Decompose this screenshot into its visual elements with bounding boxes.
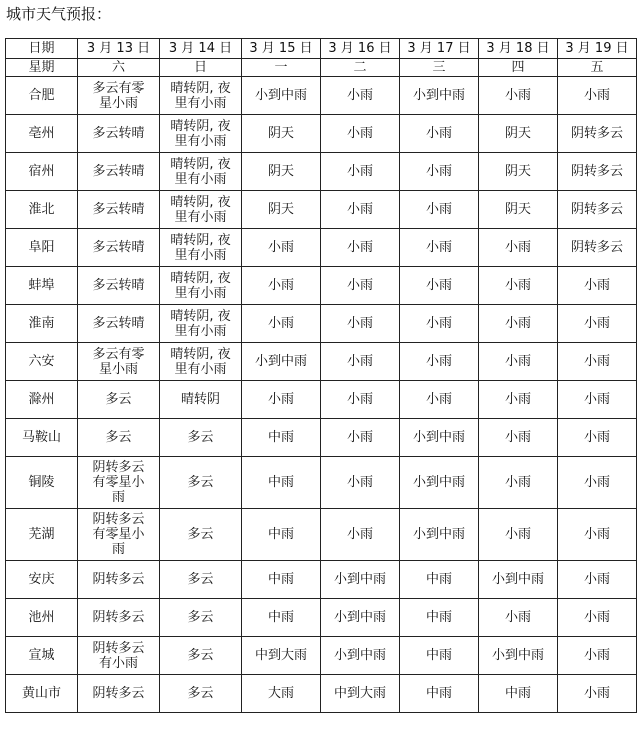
- forecast-cell: 阴转多云 有零星小 雨: [78, 509, 160, 561]
- date-header-row: [6, 39, 637, 59]
- forecast-cell: 大雨: [242, 675, 321, 713]
- forecast-cell: 中雨: [400, 637, 479, 675]
- table-row: [6, 229, 637, 267]
- forecast-cell: 多云: [160, 561, 242, 599]
- city-name: 亳州: [6, 115, 78, 153]
- forecast-cell: 阴转多云: [78, 561, 160, 599]
- city-name: 淮南: [6, 305, 78, 343]
- forecast-cell: 中到大雨: [242, 637, 321, 675]
- forecast-cell: 中雨: [400, 675, 479, 713]
- forecast-cell: 小雨: [321, 509, 400, 561]
- forecast-cell: 中到大雨: [321, 675, 400, 713]
- forecast-cell: 晴转阴, 夜 里有小雨: [160, 153, 242, 191]
- forecast-cell: 多云转晴: [78, 153, 160, 191]
- city-name: 安庆: [6, 561, 78, 599]
- date-cell: 3 月 16 日: [321, 39, 400, 59]
- date-cell: 3 月 14 日: [160, 39, 242, 59]
- forecast-cell: 晴转阴, 夜 里有小雨: [160, 191, 242, 229]
- city-name: 芜湖: [6, 509, 78, 561]
- forecast-cell: 阴天: [242, 153, 321, 191]
- forecast-cell: 多云转晴: [78, 267, 160, 305]
- city-name: 滁州: [6, 381, 78, 419]
- forecast-cell: 小雨: [321, 191, 400, 229]
- forecast-cell: 多云有零 星小雨: [78, 77, 160, 115]
- forecast-cell: 多云: [78, 381, 160, 419]
- table-row: [6, 457, 637, 509]
- forecast-cell: 小雨: [321, 457, 400, 509]
- forecast-cell: 晴转阴, 夜 里有小雨: [160, 77, 242, 115]
- forecast-cell: 小雨: [479, 77, 558, 115]
- forecast-cell: 阴转多云: [558, 115, 637, 153]
- forecast-cell: 小雨: [558, 77, 637, 115]
- table-row: [6, 561, 637, 599]
- forecast-cell: 阴天: [242, 191, 321, 229]
- forecast-cell: 多云: [78, 419, 160, 457]
- forecast-cell: 小到中雨: [400, 77, 479, 115]
- city-name: 蚌埠: [6, 267, 78, 305]
- forecast-cell: 小雨: [400, 191, 479, 229]
- forecast-cell: 阴转多云 有零星小 雨: [78, 457, 160, 509]
- city-name: 宿州: [6, 153, 78, 191]
- forecast-cell: 小雨: [321, 305, 400, 343]
- forecast-cell: 小雨: [242, 267, 321, 305]
- forecast-cell: 小雨: [400, 343, 479, 381]
- date-label: 日期: [6, 39, 78, 59]
- city-name: 合肥: [6, 77, 78, 115]
- forecast-cell: 多云: [160, 509, 242, 561]
- city-name: 池州: [6, 599, 78, 637]
- forecast-cell: 小雨: [242, 305, 321, 343]
- forecast-cell: 小到中雨: [479, 637, 558, 675]
- forecast-cell: 小雨: [400, 115, 479, 153]
- weekday-header-row: [6, 59, 637, 77]
- forecast-cell: 多云: [160, 599, 242, 637]
- forecast-cell: 小雨: [400, 229, 479, 267]
- forecast-cell: 小雨: [479, 229, 558, 267]
- weekday-cell: 三: [400, 59, 479, 77]
- forecast-cell: 小雨: [558, 561, 637, 599]
- forecast-cell: 小雨: [400, 153, 479, 191]
- forecast-cell: 小到中雨: [400, 457, 479, 509]
- forecast-cell: 小雨: [558, 675, 637, 713]
- forecast-cell: 小雨: [242, 381, 321, 419]
- table-row: [6, 153, 637, 191]
- forecast-cell: 小雨: [321, 419, 400, 457]
- table-row: [6, 675, 637, 713]
- forecast-cell: 阴天: [479, 191, 558, 229]
- weekday-cell: 日: [160, 59, 242, 77]
- forecast-cell: 小雨: [558, 267, 637, 305]
- forecast-cell: 小雨: [558, 599, 637, 637]
- forecast-cell: 多云转晴: [78, 115, 160, 153]
- date-cell: 3 月 17 日: [400, 39, 479, 59]
- forecast-cell: 小雨: [558, 419, 637, 457]
- forecast-cell: 小到中雨: [400, 509, 479, 561]
- forecast-cell: 小雨: [479, 509, 558, 561]
- forecast-cell: 小雨: [400, 267, 479, 305]
- forecast-cell: 小雨: [558, 343, 637, 381]
- date-cell: 3 月 13 日: [78, 39, 160, 59]
- forecast-cell: 中雨: [242, 509, 321, 561]
- forecast-cell: 小雨: [321, 381, 400, 419]
- forecast-cell: 中雨: [242, 419, 321, 457]
- city-name: 黄山市: [6, 675, 78, 713]
- forecast-cell: 小到中雨: [400, 419, 479, 457]
- forecast-cell: 小雨: [558, 509, 637, 561]
- forecast-cell: 中雨: [479, 675, 558, 713]
- forecast-cell: 晴转阴, 夜 里有小雨: [160, 115, 242, 153]
- date-cell: 3 月 15 日: [242, 39, 321, 59]
- city-name: 宣城: [6, 637, 78, 675]
- table-row: [6, 637, 637, 675]
- forecast-cell: 阴转多云: [558, 229, 637, 267]
- city-name: 淮北: [6, 191, 78, 229]
- forecast-cell: 小雨: [242, 229, 321, 267]
- forecast-cell: 小雨: [400, 305, 479, 343]
- forecast-cell: 晴转阴, 夜 里有小雨: [160, 305, 242, 343]
- city-name: 马鞍山: [6, 419, 78, 457]
- forecast-cell: 小雨: [479, 305, 558, 343]
- table-row: [6, 267, 637, 305]
- forecast-cell: 小雨: [558, 305, 637, 343]
- forecast-cell: 小雨: [400, 381, 479, 419]
- table-row: [6, 77, 637, 115]
- forecast-cell: 小到中雨: [242, 77, 321, 115]
- forecast-cell: 阴转多云 有小雨: [78, 637, 160, 675]
- forecast-cell: 小到中雨: [321, 599, 400, 637]
- table-row: [6, 191, 637, 229]
- forecast-cell: 多云转晴: [78, 305, 160, 343]
- forecast-cell: 阴天: [479, 115, 558, 153]
- forecast-cell: 小雨: [479, 381, 558, 419]
- table-row: [6, 419, 637, 457]
- weekday-cell: 五: [558, 59, 637, 77]
- forecast-cell: 小雨: [321, 153, 400, 191]
- forecast-cell: 小雨: [479, 599, 558, 637]
- forecast-cell: 阴转多云: [558, 191, 637, 229]
- table-row: [6, 381, 637, 419]
- forecast-cell: 中雨: [400, 561, 479, 599]
- forecast-cell: 阴转多云: [558, 153, 637, 191]
- forecast-cell: 小雨: [558, 457, 637, 509]
- table-row: [6, 599, 637, 637]
- forecast-cell: 小雨: [321, 77, 400, 115]
- city-name: 六安: [6, 343, 78, 381]
- forecast-cell: 多云转晴: [78, 229, 160, 267]
- forecast-cell: 晴转阴, 夜 里有小雨: [160, 229, 242, 267]
- forecast-cell: 小雨: [321, 229, 400, 267]
- forecast-cell: 小到中雨: [321, 637, 400, 675]
- table-row: [6, 509, 637, 561]
- forecast-cell: 阴天: [242, 115, 321, 153]
- page-title: 城市天气预报：: [6, 5, 112, 23]
- forecast-cell: 小到中雨: [479, 561, 558, 599]
- table-row: [6, 305, 637, 343]
- forecast-cell: 小雨: [479, 343, 558, 381]
- forecast-cell: 小雨: [321, 343, 400, 381]
- forecast-cell: 小雨: [558, 381, 637, 419]
- city-name: 铜陵: [6, 457, 78, 509]
- city-name: 阜阳: [6, 229, 78, 267]
- forecast-cell: 中雨: [242, 561, 321, 599]
- forecast-cell: 中雨: [400, 599, 479, 637]
- forecast-cell: 小雨: [479, 419, 558, 457]
- weather-forecast-table: [5, 38, 637, 713]
- forecast-cell: 中雨: [242, 599, 321, 637]
- forecast-cell: 晴转阴: [160, 381, 242, 419]
- forecast-cell: 小雨: [321, 267, 400, 305]
- weekday-label: 星期: [6, 59, 78, 77]
- forecast-cell: 小到中雨: [321, 561, 400, 599]
- forecast-cell: 小雨: [479, 267, 558, 305]
- forecast-cell: 多云: [160, 675, 242, 713]
- weekday-cell: 二: [321, 59, 400, 77]
- forecast-cell: 多云: [160, 637, 242, 675]
- forecast-cell: 阴天: [479, 153, 558, 191]
- forecast-cell: 小到中雨: [242, 343, 321, 381]
- forecast-cell: 中雨: [242, 457, 321, 509]
- date-cell: 3 月 18 日: [479, 39, 558, 59]
- table-row: [6, 115, 637, 153]
- forecast-cell: 多云: [160, 419, 242, 457]
- forecast-cell: 小雨: [558, 637, 637, 675]
- weekday-cell: 四: [479, 59, 558, 77]
- forecast-cell: 多云: [160, 457, 242, 509]
- forecast-cell: 多云有零 星小雨: [78, 343, 160, 381]
- forecast-cell: 晴转阴, 夜 里有小雨: [160, 267, 242, 305]
- weekday-cell: 六: [78, 59, 160, 77]
- forecast-cell: 晴转阴, 夜 里有小雨: [160, 343, 242, 381]
- weekday-cell: 一: [242, 59, 321, 77]
- forecast-cell: 阴转多云: [78, 675, 160, 713]
- date-cell: 3 月 19 日: [558, 39, 637, 59]
- forecast-cell: 小雨: [479, 457, 558, 509]
- forecast-cell: 多云转晴: [78, 191, 160, 229]
- forecast-cell: 阴转多云: [78, 599, 160, 637]
- table-row: [6, 343, 637, 381]
- forecast-cell: 小雨: [321, 115, 400, 153]
